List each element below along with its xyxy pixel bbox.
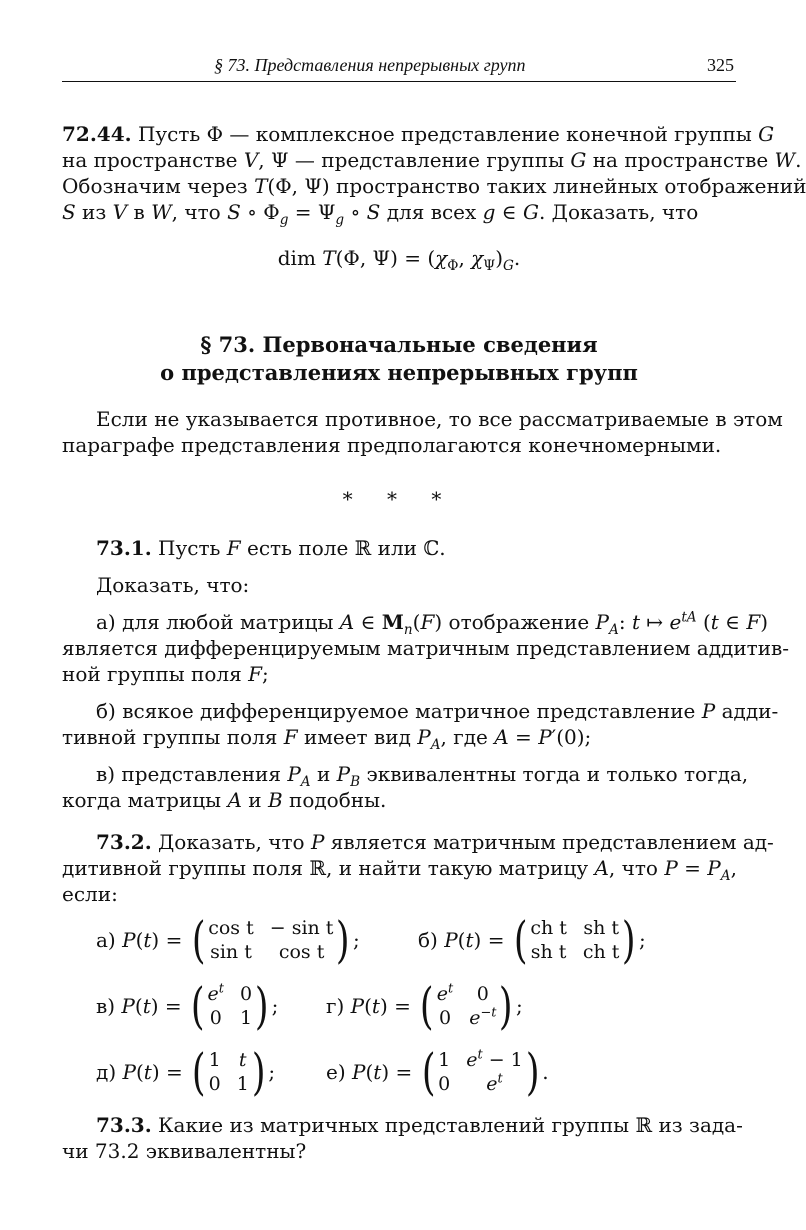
problem-73-1-a-line-2: является дифференцируемым матричным представлением аддитив- xyxy=(62,636,790,660)
problem-72-44-line-4: S из V в W, что S ∘ $\Phi_g = \Psi_g$ ∘ S для всех g ∈ G. Доказать, что xyxy=(62,200,699,228)
matrix-cell: 1 xyxy=(236,1073,249,1095)
running-header xyxy=(62,55,736,82)
section-title-line-2: о представлениях непрерывных групп xyxy=(160,360,638,385)
matrix xyxy=(208,916,333,964)
problem-number: 72.44. xyxy=(62,122,132,146)
left-paren: ( xyxy=(421,1043,436,1101)
problem-number: 73.1. xyxy=(96,536,152,560)
matrix-cell: sh t xyxy=(583,917,619,939)
matrix-cell: cos t xyxy=(278,941,325,963)
case-end: ; xyxy=(271,994,279,1018)
matrix-cell: 0 xyxy=(438,1073,451,1095)
right-paren: ) xyxy=(499,977,514,1035)
matrix-row-3 xyxy=(62,1042,736,1102)
section-title-line-1: § 73. Первоначальные сведения xyxy=(200,332,598,357)
section-separator-stars: * * * xyxy=(342,487,456,511)
matrix xyxy=(209,1048,249,1096)
problem-72-44-line-2: на пространстве V, Ψ — представление группы G на пространстве W. xyxy=(62,148,802,172)
formula-dim-T: dim T(Φ, $\Psi) = (\chi_\Phi$, $\chi_\Psi)_G$. xyxy=(277,246,521,274)
case-label: г) P(t) = xyxy=(326,994,418,1018)
page-number: 325 xyxy=(707,55,734,75)
text: Пусть Φ — комплексное представление конечной группы G xyxy=(137,122,775,146)
problem-number: 73.2. xyxy=(96,830,152,854)
case-g xyxy=(326,976,523,1036)
right-paren: ) xyxy=(622,911,637,969)
case-label: в) P(t) = xyxy=(96,994,189,1018)
case-b xyxy=(418,910,646,970)
case-end: . xyxy=(542,1060,549,1084)
matrix-row-1 xyxy=(62,910,736,970)
matrix-cell: 0 xyxy=(239,983,253,1005)
case-end: ; xyxy=(638,928,646,952)
problem-73-2-line-2: дитивной группы поля ℝ, и найти такую матрицу A, что $P = P_A$, xyxy=(62,856,737,884)
matrix-cell: 1 xyxy=(438,1049,451,1071)
problem-73-1-prove: Доказать, что: xyxy=(96,573,250,597)
problem-73-2-line-1: 73.2. Доказать, что P является матричным представлением ад- xyxy=(96,830,774,854)
matrix-cell: $e^t$ xyxy=(436,981,454,1005)
case-label: б) P(t) = xyxy=(418,928,511,952)
left-paren: ( xyxy=(513,911,528,969)
left-paren: ( xyxy=(191,911,206,969)
left-paren: ( xyxy=(192,1043,206,1101)
problem-73-1-c-line-2: когда матрицы A и B подобны. xyxy=(62,788,387,812)
right-paren: ) xyxy=(251,1043,266,1101)
matrix-cell: 1 xyxy=(239,1007,253,1029)
problem-73-2-line-3: если: xyxy=(62,882,118,906)
matrix-cell: sh t xyxy=(530,941,567,963)
problem-72-44-line-1 xyxy=(62,121,775,147)
intro-line-1: Если не указывается противное, то все рассматриваемые в этом xyxy=(96,407,783,431)
matrix-cell: $e^t$ xyxy=(486,1071,503,1095)
matrix-cell: 1 xyxy=(208,1049,221,1071)
right-paren: ) xyxy=(525,1043,540,1101)
case-label: д) P(t) = xyxy=(96,1060,190,1084)
matrix-cell: − sin t xyxy=(269,917,334,939)
matrix-cell: 0 xyxy=(438,1007,452,1029)
case-end: ; xyxy=(352,928,360,952)
matrix-cell: ch t xyxy=(530,917,567,939)
case-v xyxy=(96,976,278,1036)
case-end: ; xyxy=(515,994,523,1018)
case-label: а) P(t) = xyxy=(96,928,189,952)
problem-73-1-a-line-3: ной группы поля F; xyxy=(62,662,269,686)
left-paren: ( xyxy=(190,977,205,1035)
problem-73-1-b-line-1: б) всякое дифференцируемое матричное представление P адди- xyxy=(96,699,779,723)
problem-73-1-c-line-1: в) представления $P_A$ и $P_B$ эквивалентны тогда и только тогда, xyxy=(96,762,749,790)
matrix-cell: t xyxy=(238,1049,247,1071)
intro-line-2: параграфе представления предполагаются конечномерными. xyxy=(62,433,722,457)
matrix-cell: 0 xyxy=(208,1073,221,1095)
problem-number: 73.3. xyxy=(96,1113,152,1137)
case-d xyxy=(96,1042,275,1102)
matrix-cell: $e^t - 1$ xyxy=(466,1047,523,1071)
matrix-cell: ch t xyxy=(582,941,620,963)
case-e xyxy=(326,1042,549,1102)
running-title: § 73. Представления непрерывных групп xyxy=(214,55,526,75)
text: Какие из матричных представлений группы ℝ из зада- xyxy=(158,1113,743,1137)
problem-73-1-b-line-2: тивной группы поля F имеет вид $P_A$, где A = P′(0); xyxy=(62,725,592,753)
right-paren: ) xyxy=(255,977,269,1035)
matrix xyxy=(438,1048,523,1096)
problem-73-3-line-2: чи 73.2 эквивалентны? xyxy=(62,1139,307,1163)
matrix xyxy=(208,982,253,1030)
matrix-cell: 0 xyxy=(476,983,489,1005)
matrix-cell: $e^t$ xyxy=(207,981,224,1005)
matrix-cell: cos t xyxy=(208,917,254,939)
matrix xyxy=(530,916,619,964)
case-a xyxy=(96,910,360,970)
matrix xyxy=(437,982,497,1030)
case-end: ; xyxy=(268,1060,276,1084)
matrix-cell: $e^{-t}$ xyxy=(469,1005,497,1029)
problem-73-3-line-1 xyxy=(62,1112,743,1138)
right-paren: ) xyxy=(336,911,351,969)
case-label: е) P(t) = xyxy=(326,1060,419,1084)
left-paren: ( xyxy=(420,977,434,1035)
matrix-row-2 xyxy=(62,976,736,1036)
problem-72-44-line-3: Обозначим через T(Φ, Ψ) пространство таких линейных отображений xyxy=(62,174,806,198)
problem-73-1-statement: 73.1. Пусть F есть поле ℝ или ℂ. xyxy=(96,536,446,560)
matrix-cell: 0 xyxy=(209,1007,222,1029)
matrix-cell: sin t xyxy=(210,941,252,963)
problem-73-1-a-line-1: а) для любой матрицы A ∈ $M_n(F)$ отображение $P_A$: t ↦ $e^{tA}$ (t ∈ F) xyxy=(96,609,769,638)
